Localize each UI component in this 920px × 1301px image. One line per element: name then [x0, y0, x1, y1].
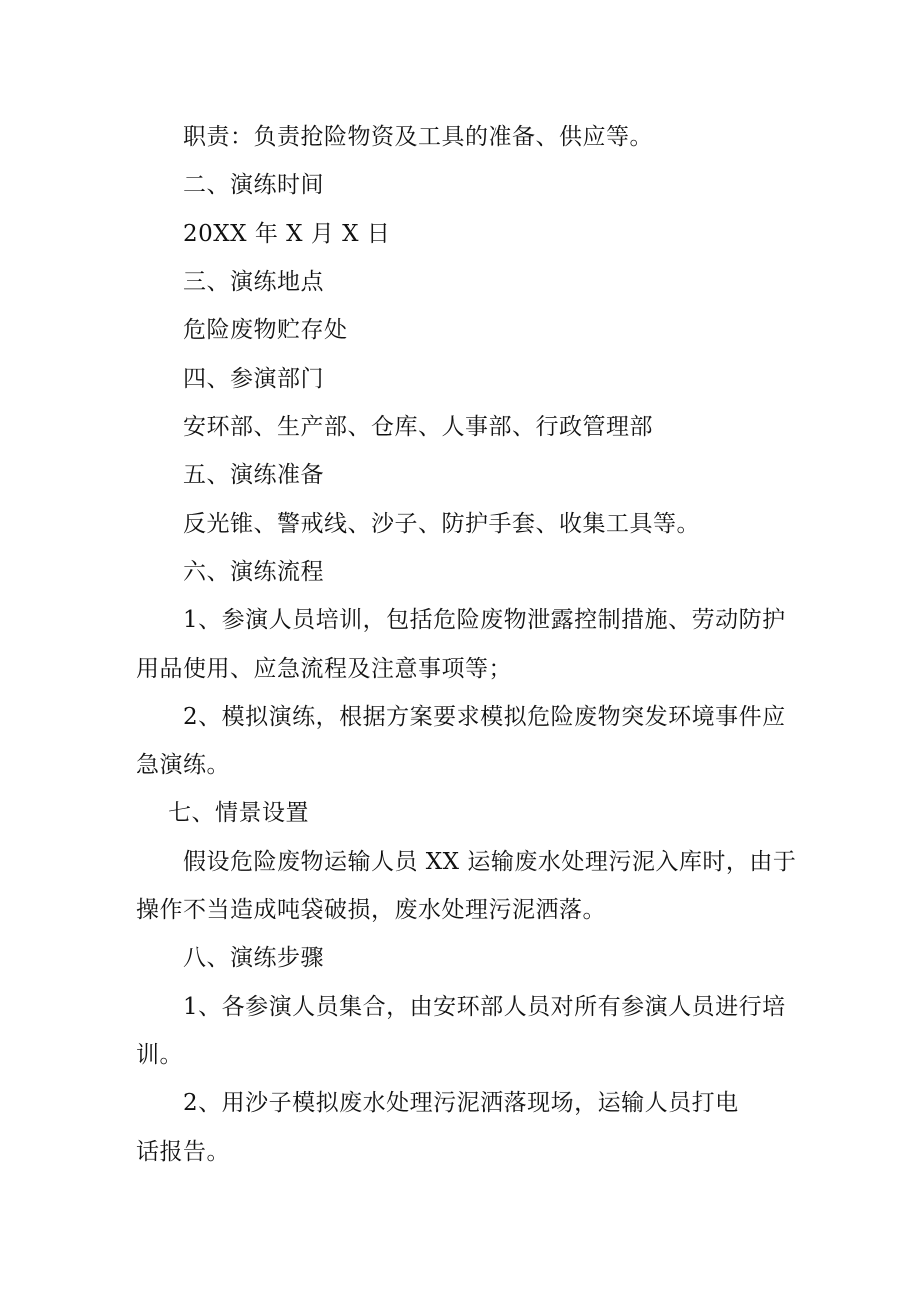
scenario-line-2: 操作不当造成吨袋破损，废水处理污泥洒落。 — [136, 897, 606, 923]
section-heading-drill-process: 六、演练流程 — [183, 559, 324, 585]
drill-date: 20XX 年 X 月 X 日 — [183, 221, 391, 247]
section-heading-drill-time: 二、演练时间 — [183, 172, 324, 198]
drill-step-2-line-1: 2、用沙子模拟废水处理污泥洒落现场，运输人员打电 — [183, 1090, 739, 1116]
section-heading-drill-location: 三、演练地点 — [183, 269, 324, 295]
drill-step-2-line-2: 话报告。 — [136, 1139, 230, 1165]
drill-step-1-line-2: 训。 — [136, 1042, 183, 1068]
process-step-1-line-1: 1、参演人员培训，包括危险废物泄露控制措施、劳动防护 — [183, 607, 786, 633]
drill-location: 危险废物贮存处 — [183, 317, 348, 343]
process-step-2-line-1: 2、模拟演练，根据方案要求模拟危险废物突发环境事件应 — [183, 704, 786, 730]
preparation-items: 反光锥、警戒线、沙子、防护手套、收集工具等。 — [183, 511, 700, 537]
section-heading-departments: 四、参演部门 — [183, 366, 324, 392]
departments-list: 安环部、生产部、仓库、人事部、行政管理部 — [183, 414, 653, 440]
scenario-line-1: 假设危险废物运输人员 XX 运输废水处理污泥入库时，由于 — [183, 849, 797, 875]
drill-step-1-line-1: 1、各参演人员集合，由安环部人员对所有参演人员进行培 — [183, 994, 786, 1020]
section-heading-drill-steps: 八、演练步骤 — [183, 945, 324, 971]
section-heading-preparation: 五、演练准备 — [183, 462, 324, 488]
process-step-2-line-2: 急演练。 — [136, 752, 230, 778]
section-heading-scenario: 七、情景设置 — [168, 800, 309, 826]
process-step-1-line-2: 用品使用、应急流程及注意事项等； — [136, 656, 512, 682]
duty-line: 职责：负责抢险物资及工具的准备、供应等。 — [183, 124, 653, 150]
